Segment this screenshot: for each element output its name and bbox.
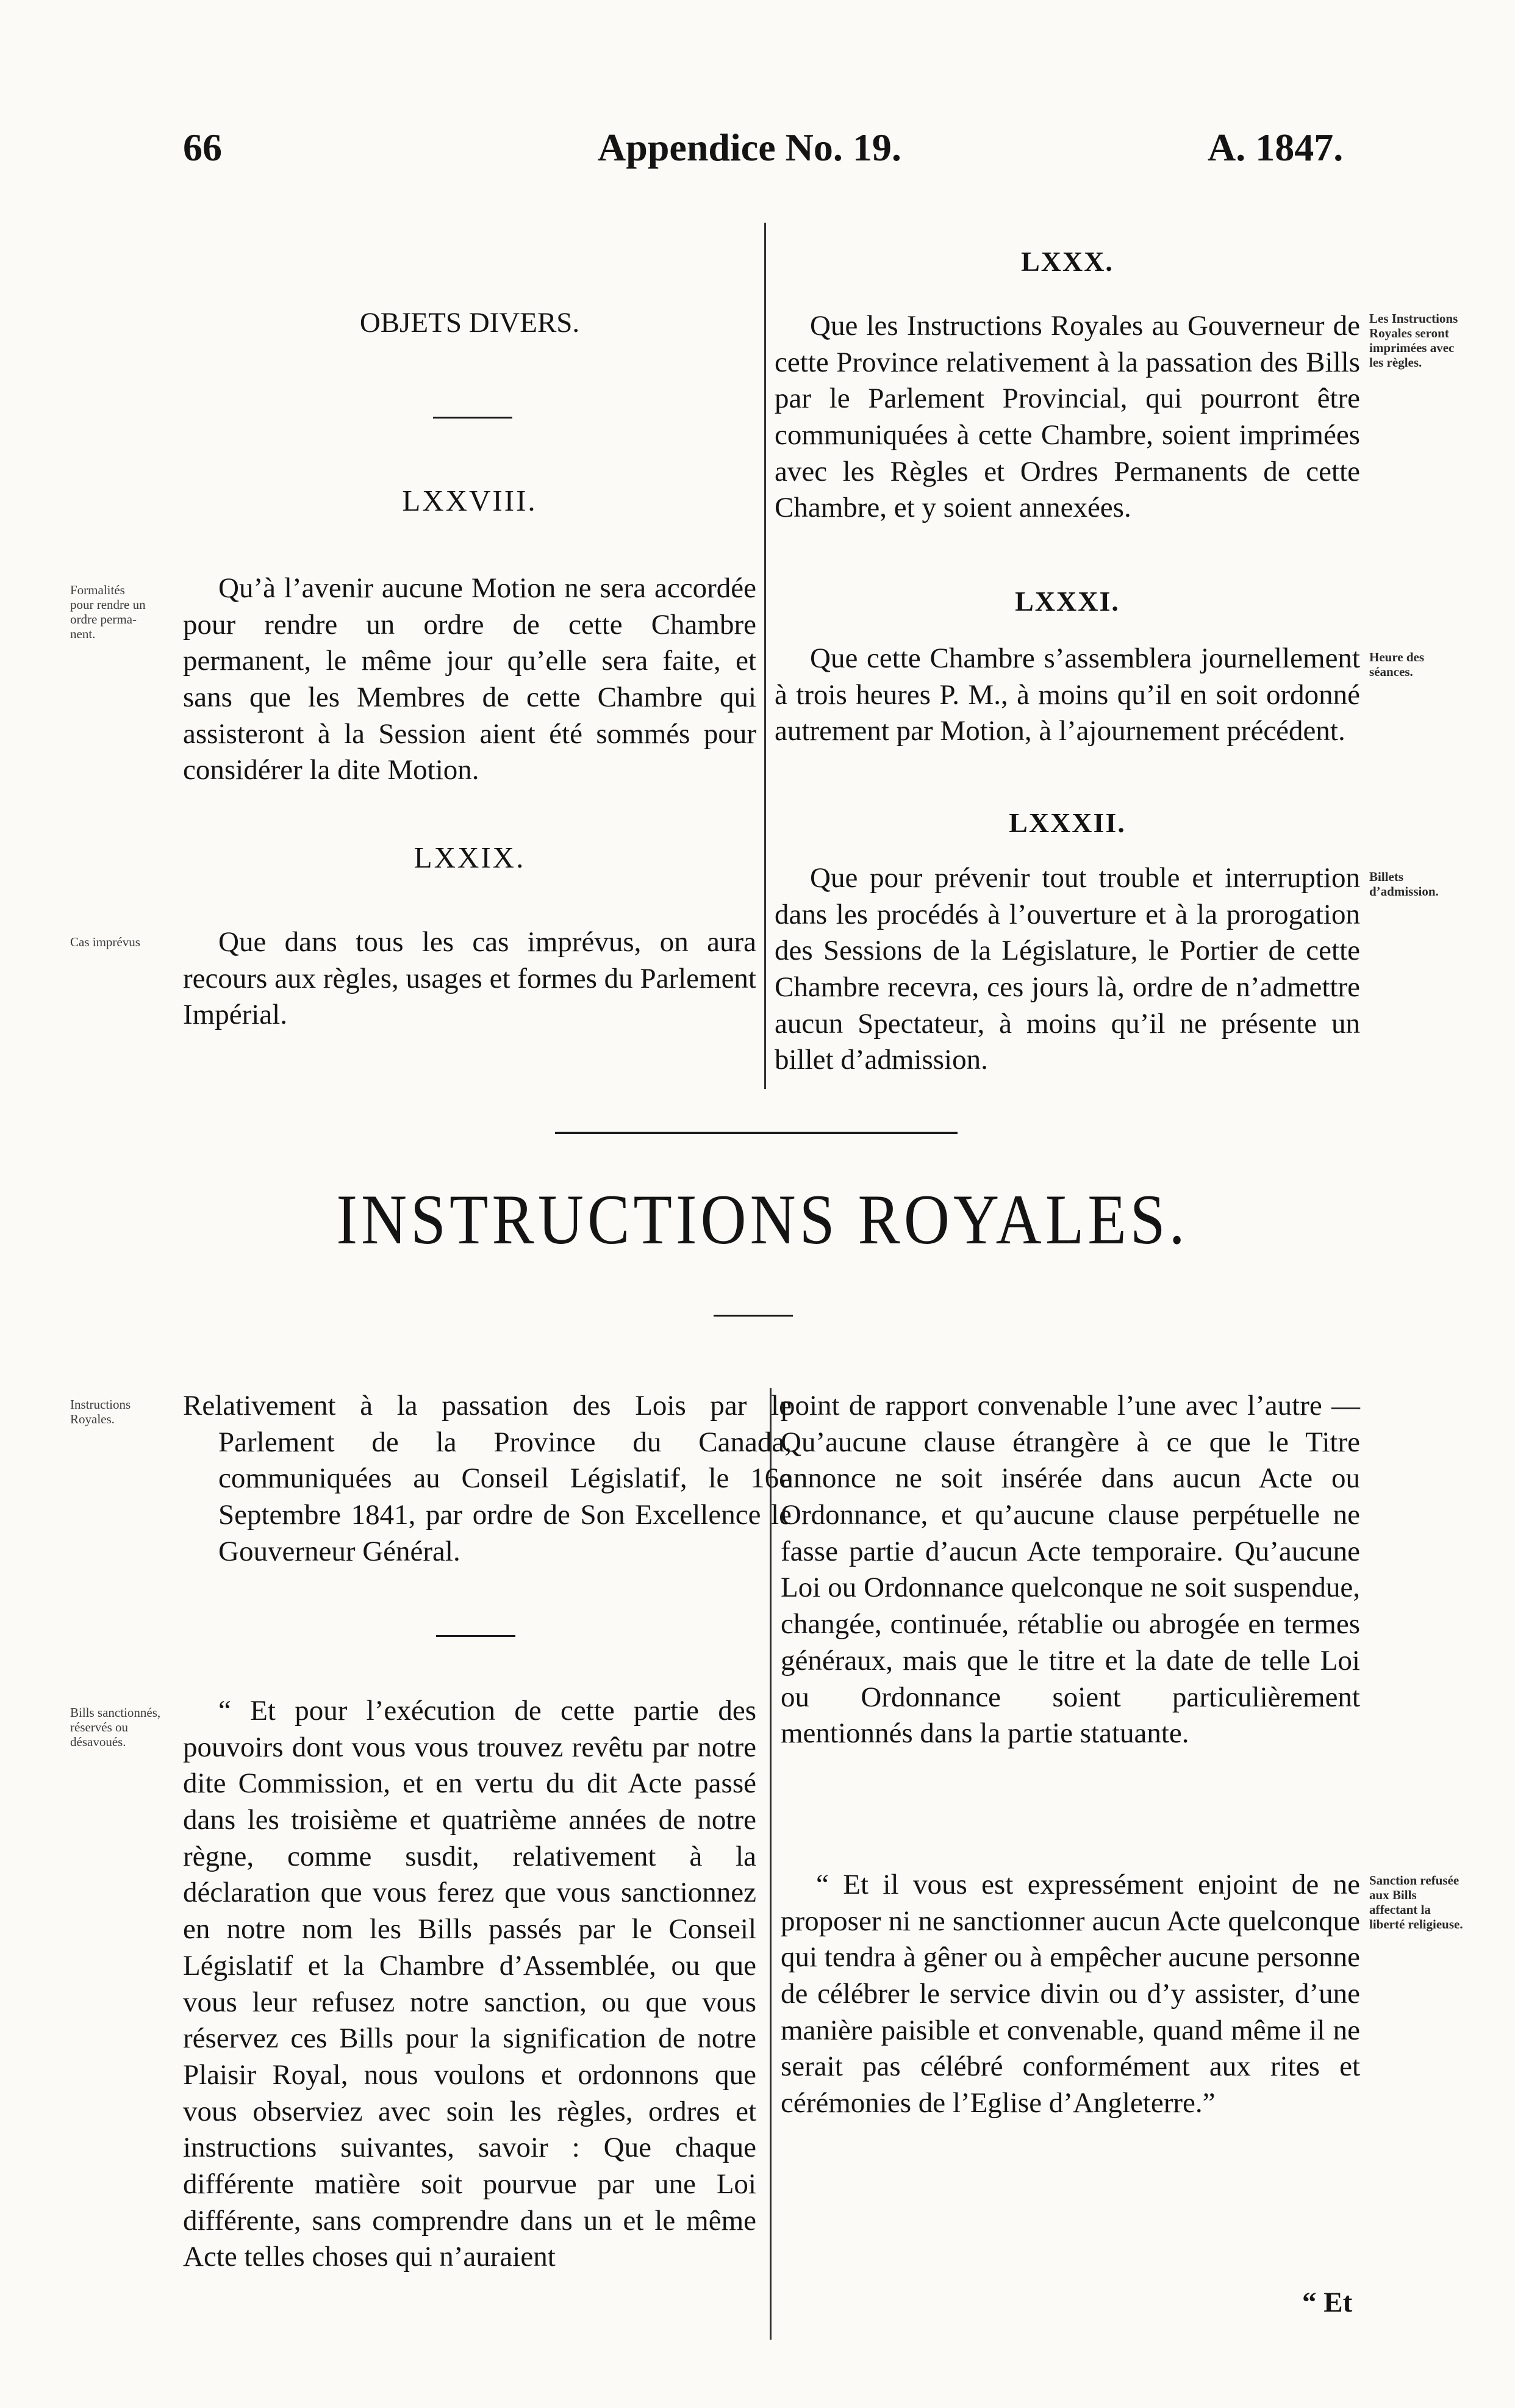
article-numeral-lxxx: LXXX.: [1021, 246, 1114, 277]
margin-note-bills-sanctionnes: Bills sanctionnés, réservés ou désavoués.: [70, 1705, 161, 1750]
margin-note-billets: Billets d’admission.: [1369, 869, 1439, 899]
section-rule: [433, 417, 512, 419]
catchword: “ Et: [1302, 2287, 1353, 2318]
continuation-text: point de rapport convenable l’une avec l’autre —Qu’aucune clause étrangère à ce que le Titre annonce ne soit insérée dans aucun Acte ou Ordonnance, et qu’aucune clause perpétuelle ne fasse partie d’aucun Acte temporaire. Qu’aucune Loi ou Ordonnance quelconque ne soit suspendue, changée, continuée, rétablie ou abrogée en termes généraux, mais que le titre et la date de telle Loi ou Ordonnance soient particulièrement mentionnés dans la partie statuante.: [781, 1390, 1360, 1750]
margin-note-sanction-refusee: Sanction refusée aux Bills affectant la liberté religieuse.: [1369, 1873, 1463, 1932]
intro-rule: [436, 1635, 515, 1637]
article-numeral-lxxxi: LXXXI.: [1015, 586, 1120, 617]
article-numeral-lxxxii: LXXXII.: [1009, 807, 1126, 838]
intro-text: Relativement à la passation des Lois par le Parlement de la Province du Canada, communiquées au Conseil Législatif, le 16e Septembre 1841, par ordre de Son Excellence le Gouverneur Général.: [183, 1390, 792, 1567]
running-year: A. 1847.: [1208, 126, 1344, 169]
article-text-lxxviii: Qu’à l’avenir aucune Motion ne sera accordée pour rendre un ordre de cette Chambre permanent, le même jour qu’elle sera faite, et sans que les Membres de cette Chambre qui assisteront à la Session aient été sommés pour considérer la dite Motion.: [183, 572, 756, 786]
article-numeral-lxxviii: LXXVIII.: [402, 484, 537, 517]
title-rule-top: [555, 1132, 958, 1134]
article-text-lxxxi: Que cette Chambre s’assemblera journellement à trois heures P. M., à moins qu’il en soit ordonné autrement par Motion, à l’ajournement précédent.: [775, 642, 1360, 747]
article-text-lxxx: Que les Instructions Royales au Gouverneur de cette Province relativement à la passation des Bills par le Parlement Provincial, qui pourront être communiquées à cette Chambre, soient imprimées avec les Règles et Ordres Permanents de cette Chambre, et y soient annexées.: [775, 310, 1360, 524]
article-numeral-lxxix: LXXIX.: [414, 841, 526, 874]
main-title: INSTRUCTIONS ROYALES.: [336, 1181, 1189, 1259]
bills-text: “ Et pour l’exécution de cette partie des pouvoirs dont vous vous trouvez revêtu par notre dite Commission, et en vertu du dit Acte passé dans les troisième et quatrième années de notre règne, comme susdit, relativement à la déclaration que vous ferez que vous sanctionnez en notre nom les Bills passés par le Conseil Législatif et la Chambre d’Assemblée, ou que vous leur refusez notre sanction, ou que vous réservez ces Bills pour la signification de notre Plaisir Royal, nous voulons et ordonnons que vous observiez avec soin les règles, ordres et instructions suivantes, savoir : Que chaque différente matière soit pourvue par une Loi différente, sans comprendre dans un et le même Acte telles choses qui n’auraient: [183, 1695, 756, 2273]
article-text-lxxix: Que dans tous les cas imprévus, on aura recours aux règles, usages et formes du Parlement Impérial.: [183, 926, 756, 1031]
page-number: 66: [183, 126, 222, 169]
margin-note-heure-seances: Heure des séances.: [1369, 650, 1425, 680]
margin-note-instructions-imprimees: Les Instructions Royales seront imprimées avec les règles.: [1369, 311, 1458, 370]
sanction-text: “ Et il vous est expressément enjoint de ne proposer ni ne sanctionner aucun Acte quelconque qui tendra à gêner ou à empêcher aucune personne de célébrer le service divin ou d’y assister, d’une manière paisible et convenable, quand même il ne serait pas célébré conformément aux rites et cérémonies de l’Eglise d’Angleterre.”: [781, 1869, 1360, 2119]
column-divider-top: [764, 223, 766, 1089]
article-text-lxxxii: Que pour prévenir tout trouble et interruption dans les procédés à l’ouverture et à la prorogation des Sessions de la Législature, le Portier de cette Chambre recevra, ces jours là, ordre de n’admettre aucun Spectateur, à moins qu’il ne présente un billet d’admission.: [775, 862, 1360, 1076]
title-rule-bottom: [714, 1315, 793, 1317]
margin-note-cas-imprevus: Cas imprévus: [70, 935, 140, 949]
margin-note-formalites: Formalités pour rendre un ordre perma-nent.: [70, 583, 146, 642]
section-title: OBJETS DIVERS.: [359, 307, 580, 339]
margin-note-instructions-royales: Instructions Royales.: [70, 1397, 131, 1427]
running-title: Appendice No. 19.: [598, 126, 901, 169]
